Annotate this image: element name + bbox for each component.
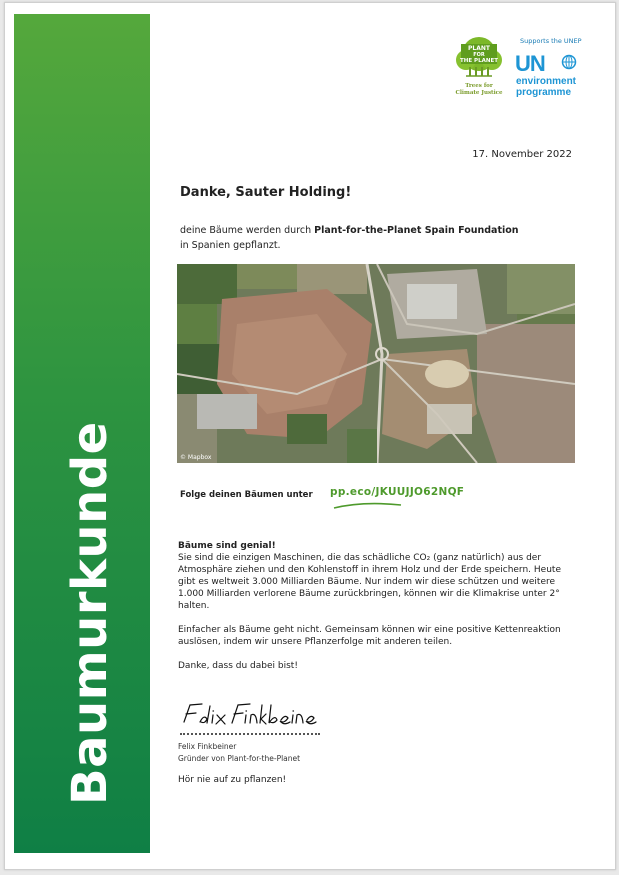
tree-tracking-link[interactable]: pp.eco/JKUUJJO62NQF — [330, 486, 465, 498]
intro-part1: deine Bäume werden durch — [180, 225, 315, 236]
unep-un-text: UN — [515, 51, 545, 76]
body-paragraph-2: Einfacher als Bäume geht nicht. Gemeinsam können wir eine positive Kettenreaktion auslösen, indem wir unsere Pflanzerfolge mit anderen teilen. — [178, 625, 561, 647]
certificate-date: 17. November 2022 — [472, 149, 572, 160]
sidebar-title: Baumurkunde — [62, 421, 118, 805]
intro-org: Plant-for-the-Planet Spain Foundation — [314, 225, 519, 236]
greeting-heading: Danke, Sauter Holding! — [180, 185, 352, 200]
follow-label: Folge deinen Bäumen unter — [180, 490, 313, 500]
plant-for-the-planet-logo — [450, 34, 508, 100]
un-globe-icon — [561, 54, 577, 70]
signer-name: Felix Finkbeiner — [178, 742, 237, 751]
unep-env-line1: environment — [516, 76, 577, 87]
signer-block — [178, 741, 300, 765]
sidebar-band — [14, 14, 150, 853]
svg-text:Climate Justice: Climate Justice — [455, 90, 503, 96]
svg-text:PLANT: PLANT — [468, 45, 490, 52]
intro-part2: in Spanien gepflanzt. — [180, 240, 281, 251]
unep-support-text: Supports the UNEP — [520, 37, 582, 45]
signer-role: Gründer von Plant-for-the-Planet — [178, 754, 301, 763]
satellite-map-graphic — [177, 264, 575, 463]
svg-text:THE PLANET: THE PLANET — [460, 58, 498, 64]
body-paragraph-1: Sie sind die einzigen Maschinen, die das schädliche CO₂ (ganz natürlich) aus der Atmosphäre ziehen und den Kohlenstoff in ihrem Holz und der Erde speichern. Heute gibt es weltweit 3.000 Milliarden Bäume. Nur indem wir diese schützen und weitere 1.000 Milliarden verlorene Bäume zurückbringen, können wir die Klimakrise unter 2° halten. — [178, 553, 561, 611]
intro-text — [180, 223, 580, 253]
unep-env-text — [516, 76, 576, 98]
svg-text:Trees for: Trees for — [465, 83, 493, 89]
closing-line: Hör nie auf zu pflanzen! — [178, 775, 287, 785]
signature-line — [180, 733, 320, 735]
unep-env-line2: programme — [516, 87, 572, 98]
body-heading: Bäume sind genial! — [178, 541, 276, 551]
body-text — [178, 540, 580, 684]
svg-text:FOR: FOR — [473, 52, 485, 58]
map-credit: © Mapbox — [180, 454, 212, 461]
satellite-map-image — [177, 264, 575, 463]
body-paragraph-3: Danke, dass du dabei bist! — [178, 661, 298, 671]
signature-image — [180, 702, 320, 732]
link-swoosh — [333, 500, 403, 510]
